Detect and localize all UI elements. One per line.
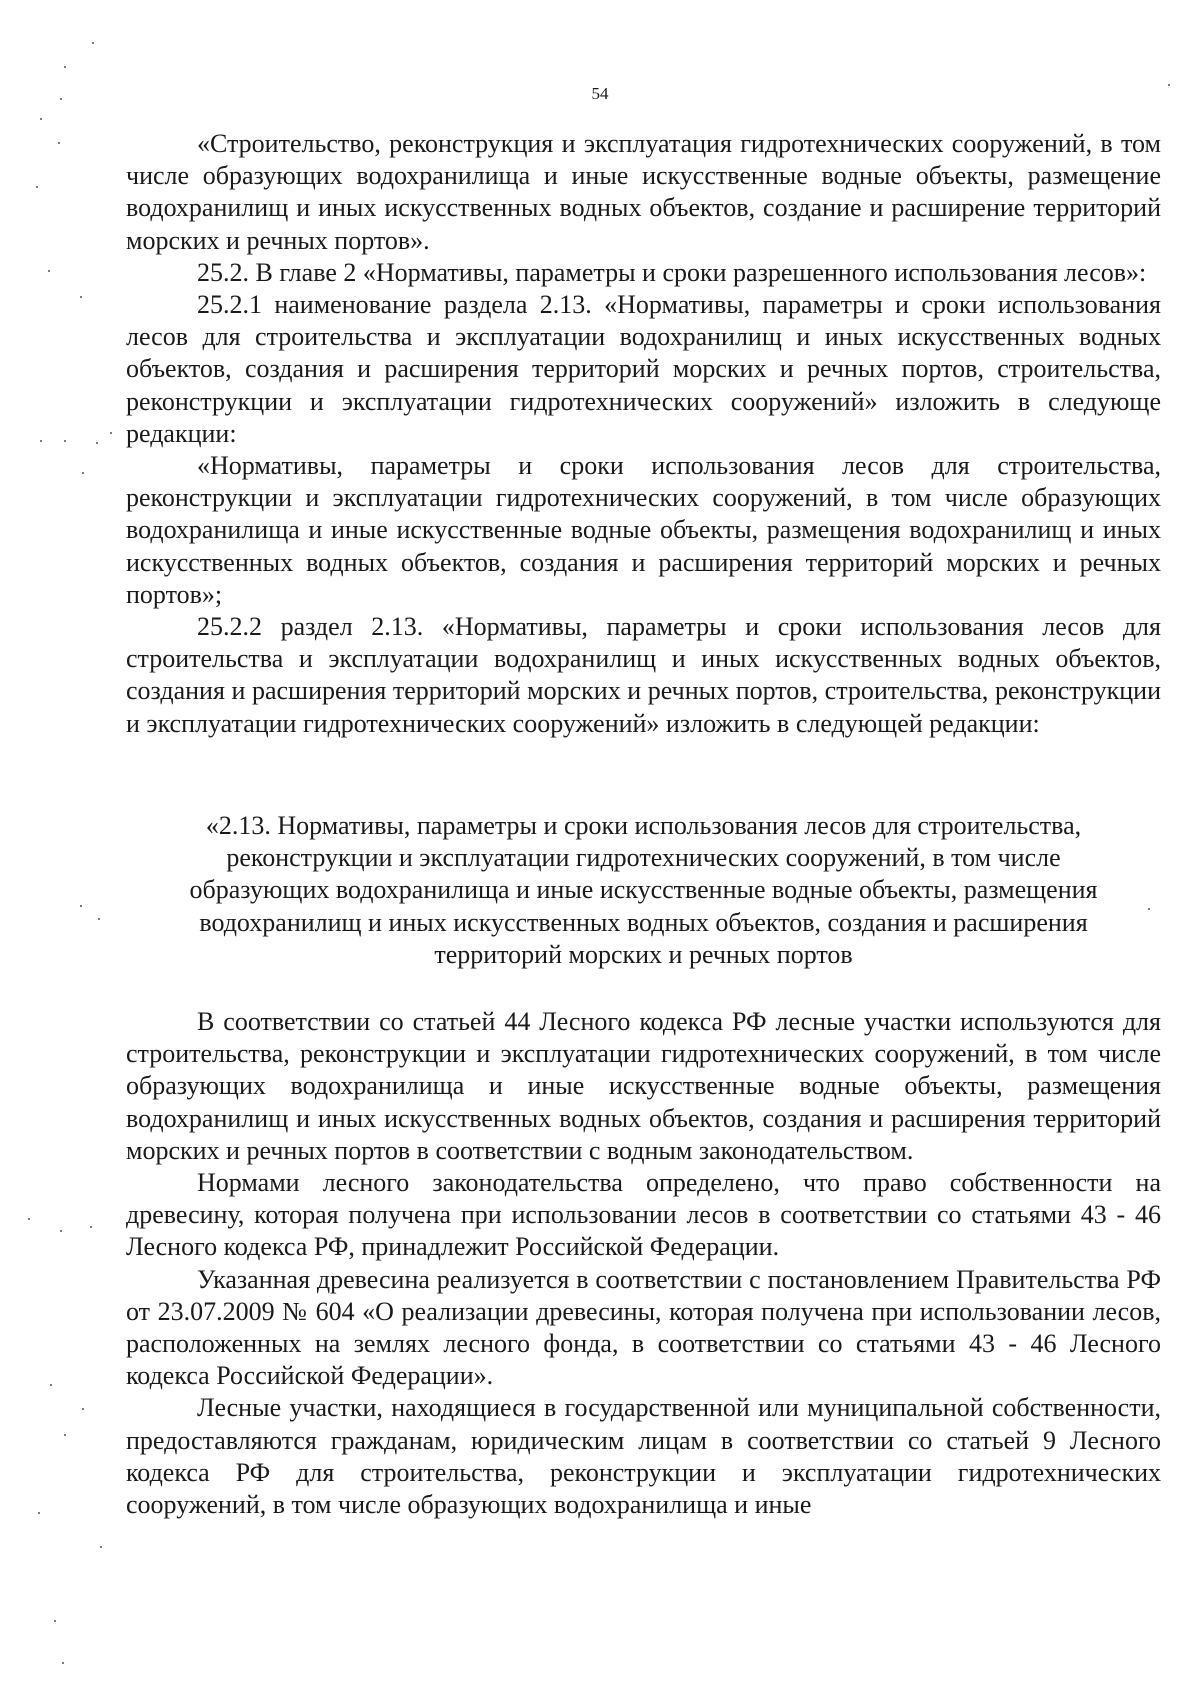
scan-speck: [64, 66, 66, 68]
paragraph: Указанная древесина реализуется в соответствии с постановлением Правительства РФ от 23.07.2009 № 604 «О реализации древесины, которая получена при использовании лесов, расположенных на землях лесного фонда, в соответствии со статьями 43 - 46 Лесного кодекса Российской Федерации».: [126, 1264, 1161, 1391]
scan-speck: [40, 440, 42, 442]
scan-speck: [38, 1512, 40, 1514]
paragraph: «Строительство, реконструкция и эксплуатация гидротехнических сооружений, в том числе образующих водохранилища и иные искусственные водные объекты, размещение водохранилищ и иных искусственных водных объектов, создание и расширение территорий морских и речных портов».: [126, 129, 1161, 255]
paragraph: Нормами лесного законодательства определено, что право собственности на древесину, которая получена при использовании лесов в соответствии со статьями 43 - 46 Лесного кодекса РФ, принадлежит Российской Федерации.: [126, 1168, 1161, 1262]
paragraph: 25.2.1 наименование раздела 2.13. «Нормативы, параметры и сроки использования лесов для строительства и эксплуатации водохранилищ и иных искусственных водных объектов, создания и расширения территорий морских и речных портов, строительства, реконструкции и эксплуатации гидротехнических сооружений» изложить в следующе редакции:: [126, 290, 1161, 448]
scan-speck: [62, 1662, 64, 1664]
scan-speck: [64, 440, 66, 442]
scan-speck: [96, 442, 98, 444]
paragraph: «Нормативы, параметры и сроки использования лесов для строительства, реконструкции и эксплуатации гидротехнических сооружений, в том числе образующих водохранилища и иные искусственные водные объекты, размещения водохранилищ и иных искусственных водных объектов, создания и расширения территорий морских и речных портов»;: [126, 451, 1161, 609]
scan-speck: [50, 1384, 52, 1386]
scan-speck: [110, 432, 112, 434]
paragraph: 25.2.2 раздел 2.13. «Нормативы, параметры и сроки использования лесов для строительства и эксплуатации водохранилищ и иных искусственных водных объектов, создания и расширения территорий морских и речных портов, строительства, реконструкции и эксплуатации гидротехнических сооружений» изложить в следующей редакции:: [126, 612, 1161, 738]
section-title-line: территорий морских и речных портов: [434, 939, 853, 969]
scan-speck: [40, 118, 42, 120]
paragraph: 25.2. В главе 2 «Нормативы, параметры и сроки разрешенного использования лесов»:: [197, 257, 1147, 287]
scan-speck: [92, 42, 94, 44]
section-title: [126, 810, 1161, 971]
scan-speck: [60, 1230, 62, 1232]
scan-speck: [1168, 84, 1170, 86]
paragraph: Лесные участки, находящиеся в государственной или муниципальной собственности, предоставляются гражданам, юридическим лицам в соответствии со статьей 9 Лесного кодекса РФ для строительства, реконструкции и эксплуатации гидротехнических сооружений, в том числе образующих водохранилища и иные: [126, 1393, 1161, 1520]
scan-speck: [80, 296, 82, 298]
scan-speck: [36, 186, 38, 188]
scan-speck: [58, 142, 60, 144]
scan-speck: [54, 1620, 56, 1622]
top-text-block: [126, 128, 1161, 740]
page-number: 54: [591, 84, 609, 103]
section-title-line: водохранилищ и иных искусственных водных объектов, создания и расширения: [199, 907, 1088, 937]
scan-speck: [98, 918, 100, 920]
scan-speck: [100, 1546, 102, 1548]
section-title-line: реконструкции и эксплуатации гидротехнических сооружений, в том числе: [226, 843, 1061, 873]
paragraph: В соответствии со статьей 44 Лесного кодекса РФ лесные участки используются для строительства, реконструкции и эксплуатации гидротехнических сооружений, в том числе образующих водохранилища и иные искусственные водные объекты, размещения водохранилищ и иных искусственных водных объектов, создания и расширения территорий морских и речных портов в соответствии с водным законодательством.: [126, 1007, 1161, 1165]
scan-speck: [60, 98, 62, 100]
section-title-line: образующих водохранилища и иные искусственные водные объекты, размещения: [189, 875, 1098, 905]
scan-speck: [80, 905, 82, 907]
scan-speck: [48, 270, 50, 272]
scan-speck: [1148, 908, 1150, 910]
scan-speck: [64, 1434, 66, 1436]
scan-speck: [28, 1218, 30, 1220]
scan-speck: [90, 1226, 92, 1228]
section-title-line: «2.13. Нормативы, параметры и сроки использования лесов для строительства,: [205, 811, 1082, 840]
bottom-text-block: [126, 1006, 1161, 1521]
scan-speck: [82, 1408, 84, 1410]
scan-speck: [82, 472, 84, 474]
